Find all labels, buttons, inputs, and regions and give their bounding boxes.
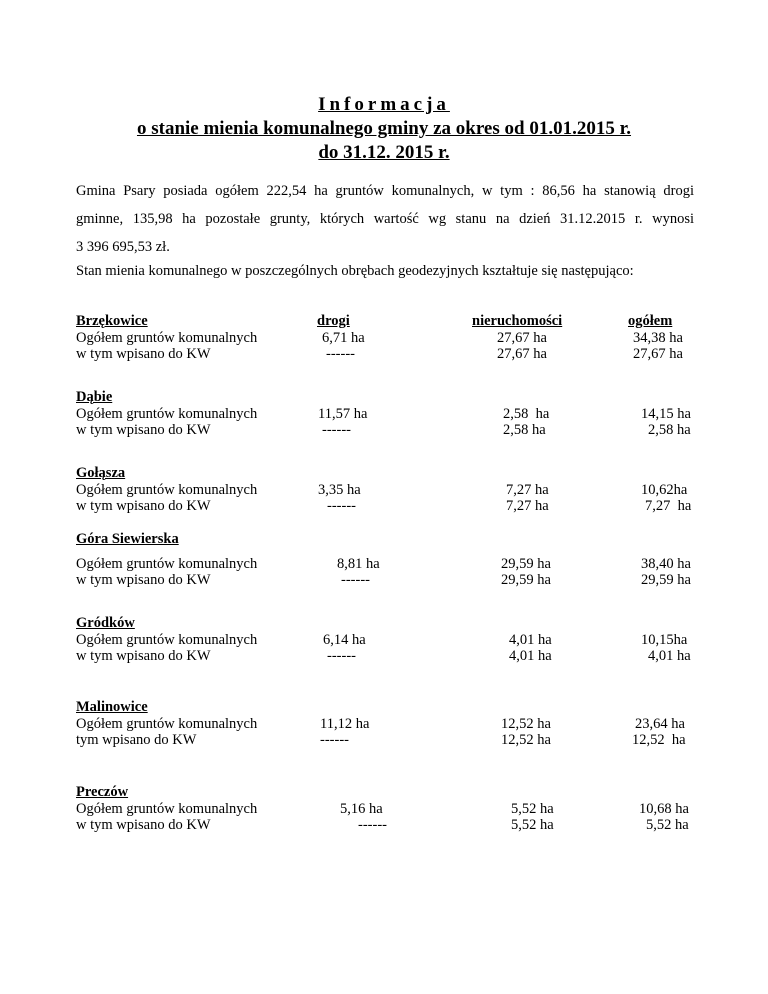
section-name: Gródków xyxy=(76,615,135,631)
ogolem-total: 10,15ha xyxy=(641,632,688,648)
ogolem-kw: 4,01 ha xyxy=(648,648,691,664)
nier-total: 29,59 ha xyxy=(501,556,551,572)
nier-total: 4,01 ha xyxy=(509,632,552,648)
intro-line-3: 3 396 695,53 zł. xyxy=(76,239,170,255)
nier-kw: 7,27 ha xyxy=(506,498,549,514)
drogi-total: 6,71 ha xyxy=(322,330,365,346)
section-name: Gołąsza xyxy=(76,465,126,481)
ogolem-total: 23,64 ha xyxy=(635,716,685,732)
row-label-total: Ogółem gruntów komunalnych xyxy=(76,406,258,422)
nier-kw: 4,01 ha xyxy=(509,648,552,664)
section-name: Malinowice xyxy=(76,699,148,715)
row-label-kw: w tym wpisano do KW xyxy=(76,648,211,664)
ogolem-total: 10,68 ha xyxy=(639,801,689,817)
row-label-kw: w tym wpisano do KW xyxy=(76,498,211,514)
row-label-kw: w tym wpisano do KW xyxy=(76,346,211,362)
drogi-kw: ------ xyxy=(341,572,370,588)
nier-total: 2,58 ha xyxy=(503,406,550,422)
row-label-total: Ogółem gruntów komunalnych xyxy=(76,482,258,498)
section-name: Preczów xyxy=(76,784,129,800)
nier-total: 5,52 ha xyxy=(511,801,554,817)
row-label-total: Ogółem gruntów komunalnych xyxy=(76,716,258,732)
drogi-total: 3,35 ha xyxy=(318,482,361,498)
title-line-3: do 31.12. 2015 r. xyxy=(318,142,450,163)
drogi-total: 11,12 ha xyxy=(320,716,370,732)
nier-kw: 29,59 ha xyxy=(501,572,551,588)
drogi-total: 11,57 ha xyxy=(318,406,368,422)
drogi-total: 8,81 ha xyxy=(337,556,380,572)
row-label-kw: w tym wpisano do KW xyxy=(76,572,211,588)
row-label-kw: w tym wpisano do KW xyxy=(76,817,211,833)
drogi-total: 5,16 ha xyxy=(340,801,383,817)
nier-total: 7,27 ha xyxy=(506,482,549,498)
drogi-kw: ------ xyxy=(322,422,351,438)
row-label-kw: tym wpisano do KW xyxy=(76,732,197,748)
ogolem-kw: 29,59 ha xyxy=(641,572,691,588)
column-header-drogi: drogi xyxy=(317,313,350,329)
drogi-kw: ------ xyxy=(320,732,349,748)
ogolem-total: 38,40 ha xyxy=(641,556,691,572)
nier-total: 27,67 ha xyxy=(497,330,547,346)
ogolem-kw: 27,67 ha xyxy=(633,346,683,362)
ogolem-kw: 2,58 ha xyxy=(648,422,691,438)
nier-kw: 27,67 ha xyxy=(497,346,547,362)
drogi-kw: ------ xyxy=(326,346,355,362)
column-header-ogolem: ogółem xyxy=(628,313,673,329)
title-line-1: Informacja xyxy=(318,94,450,115)
section-name: Brzękowice xyxy=(76,313,148,329)
nier-kw: 5,52 ha xyxy=(511,817,554,833)
row-label-total: Ogółem gruntów komunalnych xyxy=(76,330,258,346)
row-label-total: Ogółem gruntów komunalnych xyxy=(76,556,258,572)
nier-total: 12,52 ha xyxy=(501,716,551,732)
ogolem-kw: 7,27 ha xyxy=(645,498,692,514)
row-label-total: Ogółem gruntów komunalnych xyxy=(76,801,258,817)
ogolem-kw: 12,52 ha xyxy=(632,732,686,748)
intro-line-2: gminne, 135,98 ha pozostałe grunty, których wartość wg stanu na dzień 31.12.2015 r. wynosi xyxy=(76,211,694,227)
section-name: Góra Siewierska xyxy=(76,531,179,547)
title-line-2: o stanie mienia komunalnego gminy za okres od 01.01.2015 r. xyxy=(136,118,632,139)
column-header-nieruchomosci: nieruchomości xyxy=(472,313,563,329)
intro-line-1: Gmina Psary posiada ogółem 222,54 ha gruntów komunalnych, w tym : 86,56 ha stanowią drogi xyxy=(76,183,694,199)
ogolem-kw: 5,52 ha xyxy=(646,817,689,833)
drogi-kw: ------ xyxy=(327,498,356,514)
nier-kw: 12,52 ha xyxy=(501,732,551,748)
drogi-kw: ------ xyxy=(358,817,387,833)
intro-line-4: Stan mienia komunalnego w poszczególnych obrębach geodezyjnych kształtuje się następująco: xyxy=(76,263,634,279)
row-label-kw: w tym wpisano do KW xyxy=(76,422,211,438)
nier-kw: 2,58 ha xyxy=(503,422,546,438)
ogolem-total: 34,38 ha xyxy=(633,330,683,346)
ogolem-total: 10,62ha xyxy=(641,482,688,498)
drogi-total: 6,14 ha xyxy=(323,632,366,648)
row-label-total: Ogółem gruntów komunalnych xyxy=(76,632,258,648)
section-name: Dąbie xyxy=(76,389,113,405)
drogi-kw: ------ xyxy=(327,648,356,664)
ogolem-total: 14,15 ha xyxy=(641,406,691,422)
